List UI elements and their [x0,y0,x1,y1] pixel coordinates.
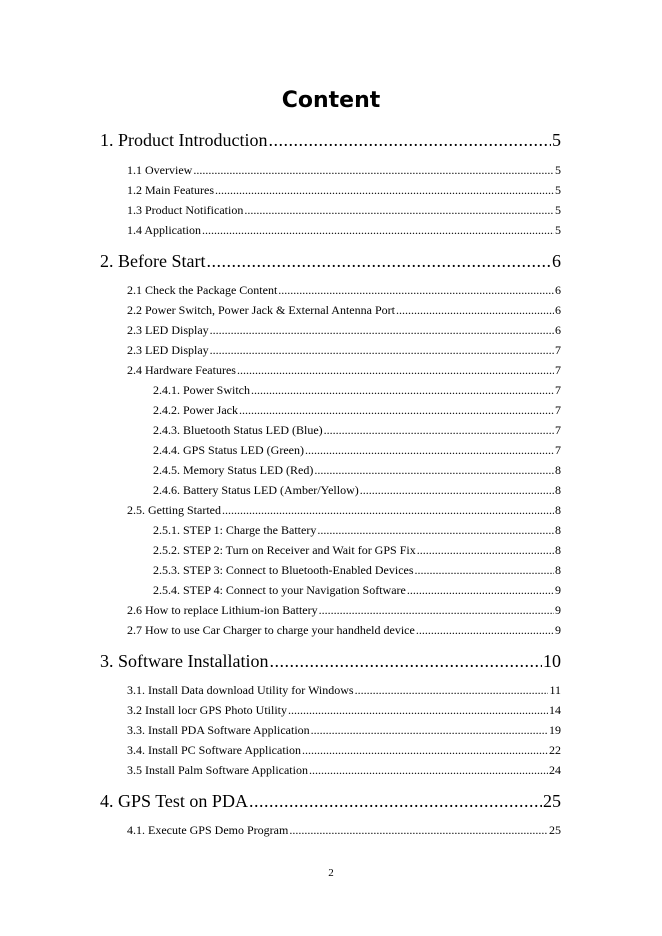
toc-entry-label: 2.3 LED Display [127,343,209,357]
toc-entry-1-1[interactable] [127,162,561,178]
toc-entry-page: 6 [555,283,561,297]
toc-entry-label: 2.4.5. Memory Status LED (Red) [153,463,314,477]
toc-entry-page: 22 [549,743,561,757]
toc-leader-dots [269,650,542,672]
toc-entry-label: 3.2 Install locr GPS Photo Utility [127,703,288,717]
toc-entry-page: 14 [549,703,561,717]
toc-entry-1-4[interactable] [127,222,561,238]
toc-entry-page: 7 [555,403,561,417]
toc-entry-2-4-2[interactable] [153,402,561,418]
toc-entry-label: 2.5. Getting Started [127,503,221,517]
toc-leader-dots [319,602,554,618]
toc-entry-2-4[interactable] [127,362,561,378]
toc-entry-3-1[interactable] [127,682,561,698]
toc-leader-dots [360,482,554,498]
toc-entry-page: 9 [555,583,561,597]
toc-entry-2-4-6[interactable] [153,482,561,498]
toc-entry-1-3[interactable] [127,202,561,218]
toc-entry-label: 1. Product Introduction [100,130,268,150]
toc-leader-dots [237,362,554,378]
toc-leader-dots [239,402,554,418]
toc-leader-dots [407,582,554,598]
toc-leader-dots [302,742,548,758]
toc-entry-page: 5 [555,183,561,197]
toc-leader-dots [249,790,542,812]
toc-leader-dots [244,202,554,218]
toc-leader-dots [324,422,554,438]
toc-entry-2-5-2[interactable] [153,542,561,558]
toc-entry-2-4-4[interactable] [153,442,561,458]
toc-entry-2-6[interactable] [127,602,561,618]
toc-leader-dots [311,722,548,738]
toc-entry-page: 8 [555,563,561,577]
toc-entry-2-5-4[interactable] [153,582,561,598]
toc-leader-dots [355,682,549,698]
toc-entry-2-5-1[interactable] [153,522,561,538]
toc-entry-label: 4. GPS Test on PDA [100,791,248,811]
toc-entry-page: 8 [555,523,561,537]
toc-entry-label: 3.3. Install PDA Software Application [127,723,310,737]
toc-entry-section-4[interactable] [100,790,561,812]
toc-entry-label: 2.4.1. Power Switch [153,383,250,397]
toc-leader-dots [268,129,551,151]
toc-entry-2-7[interactable] [127,622,561,638]
toc-entry-page: 8 [555,503,561,517]
toc-entry-3-2[interactable] [127,702,561,718]
toc-entry-2-2[interactable] [127,302,561,318]
toc-entry-page: 7 [555,343,561,357]
toc-entry-2-3a[interactable] [127,322,561,338]
toc-entry-page: 5 [555,203,561,217]
toc-leader-dots [314,462,554,478]
toc-leader-dots [278,282,554,298]
toc-entry-3-4[interactable] [127,742,561,758]
toc-leader-dots [210,322,554,338]
toc-entry-page: 9 [555,603,561,617]
toc-entry-label: 2.5.2. STEP 2: Turn on Receiver and Wait for GPS Fix [153,543,416,557]
toc-entry-label: 3.1. Install Data download Utility for Windows [127,683,354,697]
toc-entry-page: 6 [555,303,561,317]
toc-entry-2-5-3[interactable] [153,562,561,578]
toc-entry-page: 25 [549,823,561,837]
toc-entry-label: 2.4.4. GPS Status LED (Green) [153,443,304,457]
toc-entry-label: 2.2 Power Switch, Power Jack & External Antenna Port [127,303,395,317]
toc-entry-page: 7 [555,383,561,397]
toc-leader-dots [222,502,554,518]
toc-leader-dots [317,522,554,538]
toc-entry-page: 5 [552,130,561,150]
toc-entry-label: 4.1. Execute GPS Demo Program [127,823,289,837]
toc-entry-label: 1.2 Main Features [127,183,214,197]
toc-entry-page: 7 [555,363,561,377]
toc-entry-3-5[interactable] [127,762,561,778]
toc-entry-2-3b[interactable] [127,342,561,358]
toc-entry-2-4-3[interactable] [153,422,561,438]
toc-entry-2-4-5[interactable] [153,462,561,478]
toc-leader-dots [415,562,554,578]
toc-entry-page: 7 [555,423,561,437]
toc-leader-dots [305,442,554,458]
toc-leader-dots [417,542,554,558]
toc-entry-label: 3. Software Installation [100,651,269,671]
toc-entry-3-3[interactable] [127,722,561,738]
toc-leader-dots [193,162,554,178]
toc-entry-label: 2.4 Hardware Features [127,363,236,377]
toc-leader-dots [202,222,554,238]
toc-entry-label: 1.3 Product Notification [127,203,244,217]
toc-entry-page: 25 [543,791,561,811]
toc-entry-label: 2.6 How to replace Lithium-ion Battery [127,603,318,617]
toc-entry-page: 8 [555,483,561,497]
toc-entry-section-1[interactable] [100,129,561,151]
toc-entry-label: 1.1 Overview [127,163,193,177]
toc-entry-page: 5 [555,163,561,177]
toc-entry-1-2[interactable] [127,182,561,198]
toc-entry-page: 11 [549,683,561,697]
toc-leader-dots [215,182,554,198]
toc-entry-page: 5 [555,223,561,237]
toc-leader-dots [396,302,554,318]
page-number: 2 [328,867,334,879]
toc-entry-page: 6 [555,323,561,337]
toc-entry-label: 2. Before Start [100,251,206,271]
toc-entry-label: 2.7 How to use Car Charger to charge your handheld device [127,623,415,637]
toc-entry-2-1[interactable] [127,282,561,298]
toc-entry-page: 8 [555,463,561,477]
toc-leader-dots [416,622,554,638]
toc-entry-label: 2.4.2. Power Jack [153,403,238,417]
toc-entry-label: 2.3 LED Display [127,323,209,337]
toc-entry-2-5[interactable] [127,502,561,518]
toc-entry-label: 2.1 Check the Package Content [127,283,278,297]
toc-entry-label: 2.4.3. Bluetooth Status LED (Blue) [153,423,323,437]
toc-entry-page: 9 [555,623,561,637]
toc-entry-page: 6 [552,251,561,271]
toc-entry-label: 3.5 Install Palm Software Application [127,763,308,777]
toc-entry-page: 10 [543,651,561,671]
toc-leader-dots [206,250,551,272]
toc-entry-page: 19 [549,723,561,737]
toc-leader-dots [210,342,554,358]
page-title: Content [281,88,381,113]
toc-entry-label: 2.5.1. STEP 1: Charge the Battery [153,523,317,537]
toc-entry-label: 2.4.6. Battery Status LED (Amber/Yellow) [153,483,359,497]
toc-entry-label: 1.4 Application [127,223,201,237]
toc-entry-2-4-1[interactable] [153,382,561,398]
toc-entry-4-1[interactable] [127,822,561,838]
toc-entry-label: 2.5.4. STEP 4: Connect to your Navigation Software [153,583,406,597]
toc-entry-page: 7 [555,443,561,457]
toc-leader-dots [251,382,554,398]
toc-entry-page: 24 [549,763,561,777]
toc-entry-label: 2.5.3. STEP 3: Connect to Bluetooth-Enabled Devices [153,563,414,577]
toc-entry-page: 8 [555,543,561,557]
toc-entry-section-2[interactable] [100,250,561,272]
toc-leader-dots [288,702,548,718]
toc-leader-dots [289,822,548,838]
toc-entry-label: 3.4. Install PC Software Application [127,743,301,757]
toc-entry-section-3[interactable] [100,650,561,672]
toc-leader-dots [309,762,548,778]
